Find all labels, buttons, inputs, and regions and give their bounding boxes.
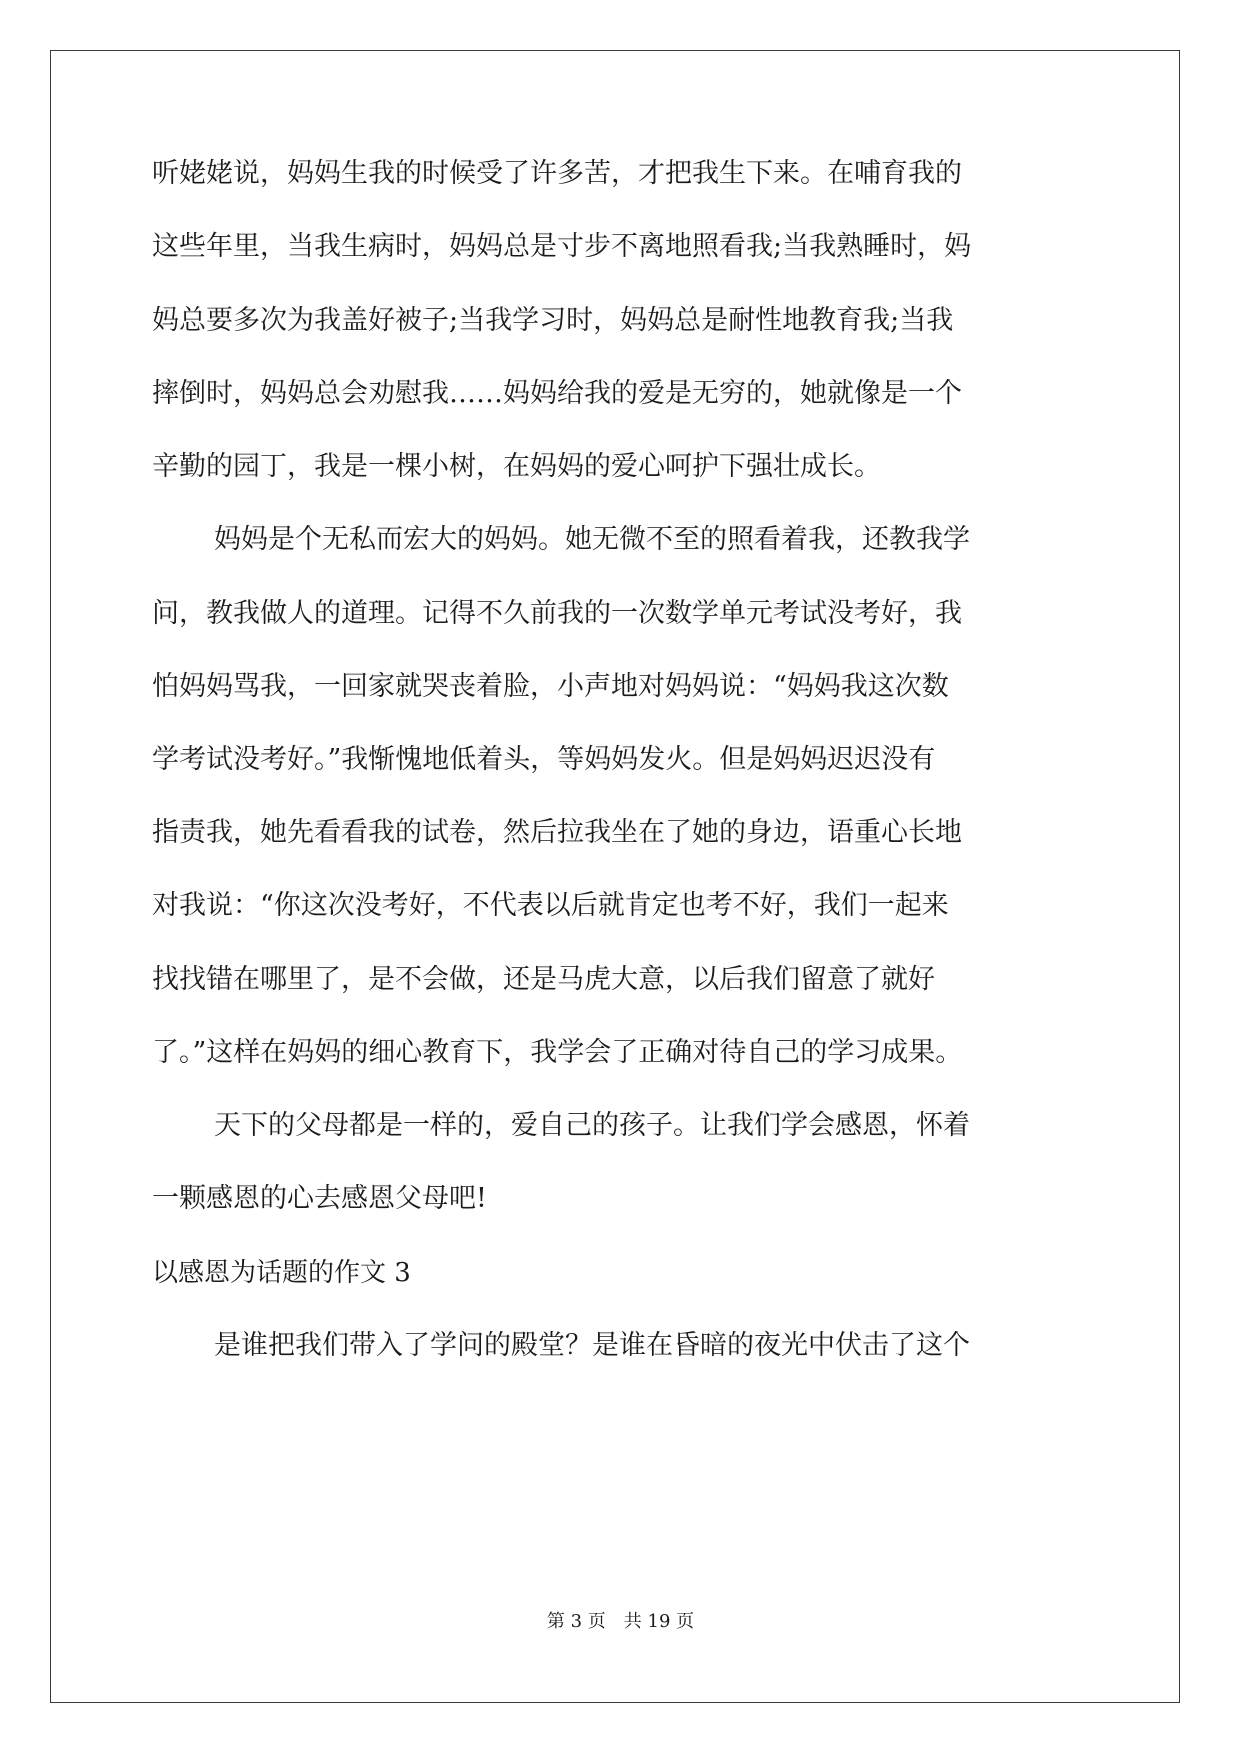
text-line: 怕妈妈骂我，一回家就哭丧着脸，小声地对妈妈说：“妈妈我这次数	[152, 671, 949, 702]
text-line: 问，教我做人的道理。记得不久前我的一次数学单元考试没考好，我	[152, 598, 962, 629]
paragraph-start-line: 妈妈是个无私而宏大的妈妈。她无微不至的照看着我，还教我学	[214, 524, 970, 555]
paragraph-start-line: 是谁把我们带入了学问的殿堂？是谁在昏暗的夜光中伏击了这个	[214, 1330, 970, 1361]
paragraph-start-line: 天下的父母都是一样的，爱自己的孩子。让我们学会感恩，怀着	[214, 1110, 970, 1141]
text-line: 一颗感恩的心去感恩父母吧!	[152, 1183, 487, 1214]
section-heading: 以感恩为话题的作文 3	[152, 1258, 411, 1288]
text-line: 辛勤的园丁，我是一棵小树，在妈妈的爱心呵护下强壮成长。	[152, 451, 881, 482]
text-line: 找找错在哪里了，是不会做，还是马虎大意，以后我们留意了就好	[152, 964, 935, 995]
text-line: 这些年里，当我生病时，妈妈总是寸步不离地照看我;当我熟睡时，妈	[152, 231, 972, 262]
page-border	[50, 50, 1180, 1703]
text-line: 听姥姥说，妈妈生我的时候受了许多苦，才把我生下来。在哺育我的	[152, 158, 962, 189]
page-footer	[0, 1609, 1241, 1635]
text-line: 学考试没考好。”我惭愧地低着头，等妈妈发火。但是妈妈迟迟没有	[152, 744, 936, 775]
page-number: 第 3 页	[546, 1611, 606, 1632]
page-total: 共 19 页	[623, 1611, 695, 1632]
text-line: 对我说：“你这次没考好，不代表以后就肯定也考不好，我们一起来	[152, 890, 949, 921]
text-line: 指责我，她先看看我的试卷，然后拉我坐在了她的身边，语重心长地	[152, 817, 962, 848]
text-line: 摔倒时，妈妈总会劝慰我……妈妈给我的爱是无穷的，她就像是一个	[152, 378, 962, 409]
text-line: 了。”这样在妈妈的细心教育下，我学会了正确对待自己的学习成果。	[152, 1037, 963, 1068]
text-line: 妈总要多次为我盖好被子;当我学习时，妈妈总是耐性地教育我;当我	[152, 305, 954, 336]
